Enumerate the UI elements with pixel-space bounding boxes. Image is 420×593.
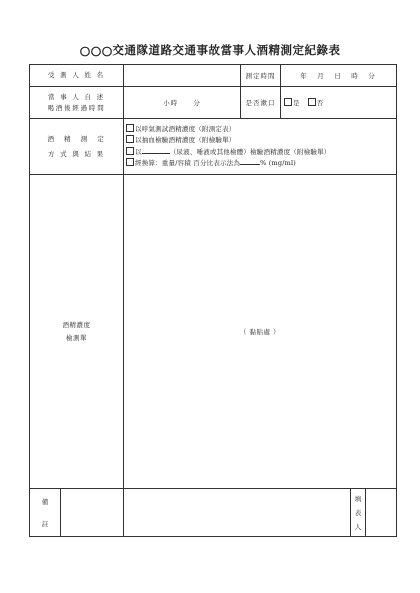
- other-sample-blank[interactable]: [142, 147, 170, 154]
- slip-label-line1: 酒精濃度: [62, 320, 91, 329]
- row-slip: [30, 175, 397, 489]
- blood-checkbox[interactable]: [126, 135, 134, 143]
- option-converted-prefix: 經換算：重量/容積 百分比表示法為: [135, 159, 241, 167]
- breath-checkbox[interactable]: [126, 124, 134, 132]
- filler-signature-field[interactable]: [366, 489, 396, 536]
- slip-label-line2: 檢測單: [66, 333, 87, 342]
- remarks-field-left[interactable]: [61, 489, 123, 536]
- yes-label: 是: [293, 99, 300, 107]
- method-label: [30, 119, 124, 175]
- yes-checkbox[interactable]: [284, 98, 292, 106]
- option-breath: [124, 124, 396, 136]
- remarks-label: [30, 489, 61, 536]
- row-subject: [30, 65, 397, 87]
- method-label-line2: 方 式 與 結 果: [48, 149, 105, 158]
- option-converted: [124, 158, 396, 170]
- filler-char3: 人: [354, 522, 362, 531]
- paste-area: （ 黏貼處 ）: [124, 175, 397, 489]
- option-converted-suffix: % (mg/ml): [260, 159, 297, 167]
- subject-name-field[interactable]: [124, 65, 241, 87]
- converted-checkbox[interactable]: [126, 158, 134, 166]
- remarks-field[interactable]: [124, 489, 351, 537]
- filler-cell: [351, 489, 397, 537]
- remarks-cell: [30, 489, 124, 537]
- test-time-label: 測定時間: [241, 65, 281, 87]
- row-remarks: [30, 489, 397, 537]
- filler-label: [351, 489, 366, 536]
- row-method: [30, 119, 397, 175]
- elapsed-label-line1: 當 事 人 自 述: [48, 92, 105, 101]
- no-label: 否: [316, 99, 324, 107]
- other-sample-checkbox[interactable]: [126, 147, 134, 155]
- option-breath-label: 以呼氣測試酒精濃度（附測定表）: [135, 124, 236, 133]
- remarks-char2: 註: [41, 519, 49, 528]
- option-other-suffix: （尿液、唾液或其他檢體）檢驗酒精濃度（附檢驗單）: [169, 147, 331, 156]
- title-circles: [80, 46, 112, 57]
- slip-label: [30, 175, 124, 489]
- option-other-sample: [124, 147, 396, 159]
- hours-minutes-field[interactable]: 小時 分: [124, 87, 241, 119]
- option-blood: [124, 135, 396, 147]
- method-options: [124, 119, 397, 175]
- test-time-field[interactable]: 年 月 日 時 分: [281, 65, 397, 87]
- title-text: 交通隊道路交通事故當事人酒精測定紀錄表: [112, 43, 341, 57]
- elapsed-label-line2: 喝酒後經過時間: [47, 103, 106, 112]
- record-form-table: [29, 64, 397, 537]
- option-other-prefix: 以: [135, 147, 142, 156]
- converted-value-blank[interactable]: [240, 158, 260, 165]
- elapsed-label: [30, 87, 124, 119]
- form-title: [0, 42, 420, 58]
- remarks-char1: 備: [41, 497, 49, 506]
- circle-placeholder-icon: [80, 46, 112, 57]
- filler-char2: 表: [354, 508, 362, 517]
- rinse-label: 是否漱口: [241, 87, 281, 119]
- row-elapsed: [30, 87, 397, 119]
- rinse-options: [281, 87, 397, 119]
- filler-char1: 填: [354, 494, 362, 503]
- no-checkbox[interactable]: [308, 98, 316, 106]
- option-blood-label: 以抽血檢驗酒精濃度（附檢驗單）: [135, 136, 236, 144]
- subject-name-label: 受 測 人 姓 名: [30, 65, 124, 87]
- method-label-line1: 酒 精 測 定: [47, 134, 106, 143]
